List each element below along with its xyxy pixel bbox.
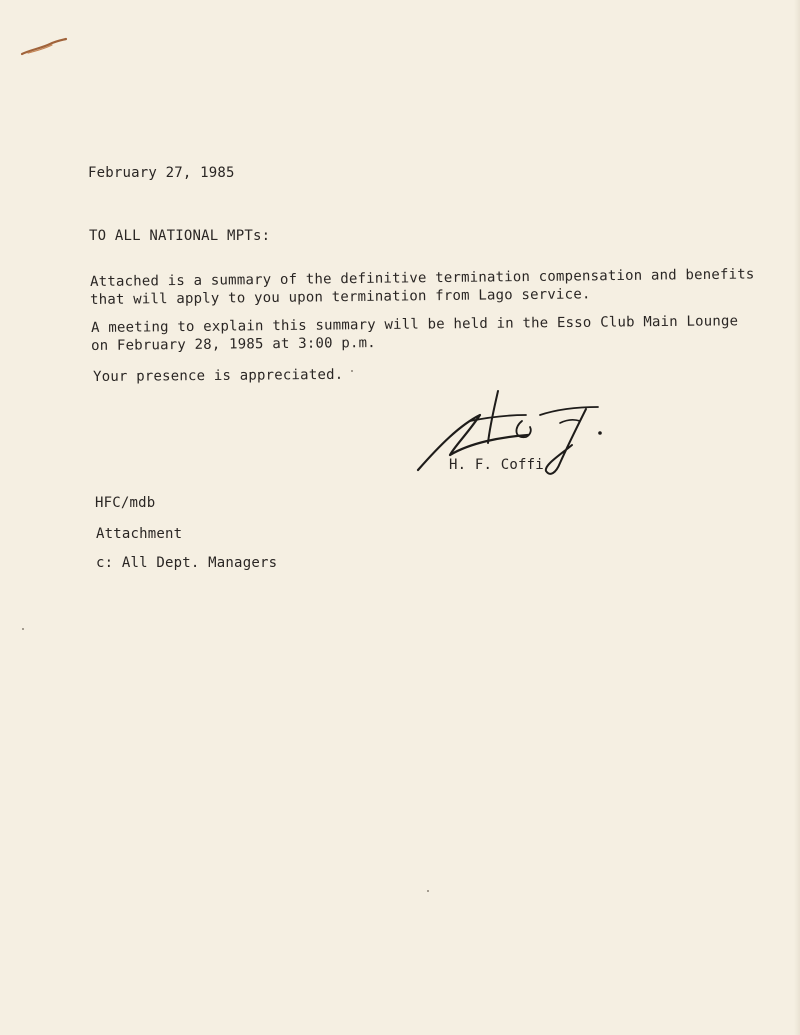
signatory-name: H. F. Coffi <box>449 457 544 473</box>
closing-line: Your presence is appreciated. <box>93 366 344 385</box>
letter-date: February 27, 1985 <box>88 165 235 181</box>
enclosure-line: Attachment <box>96 526 183 542</box>
reference-initials: HFC/mdb <box>95 495 156 511</box>
carbon-copy-line: c: All Dept. Managers <box>96 555 278 571</box>
paragraph-1-line-2: that will apply to you upon termination from Lago service. <box>90 286 591 308</box>
paper-speck <box>427 890 429 892</box>
paper-speck <box>22 628 24 630</box>
paragraph-2-line-1: A meeting to explain this summary will be held in the Esso Club Main Lounge <box>91 313 739 336</box>
paragraph-1-line-1: Attached is a summary of the definitive termination compensation and benefits <box>90 266 755 290</box>
paper-edge <box>794 0 800 1035</box>
paper-speck <box>351 370 353 372</box>
paragraph-2-line-2: on February 28, 1985 at 3:00 p.m. <box>91 335 376 354</box>
rust-stain-mark <box>20 36 70 60</box>
letter-salutation: TO ALL NATIONAL MPTs: <box>89 228 271 244</box>
